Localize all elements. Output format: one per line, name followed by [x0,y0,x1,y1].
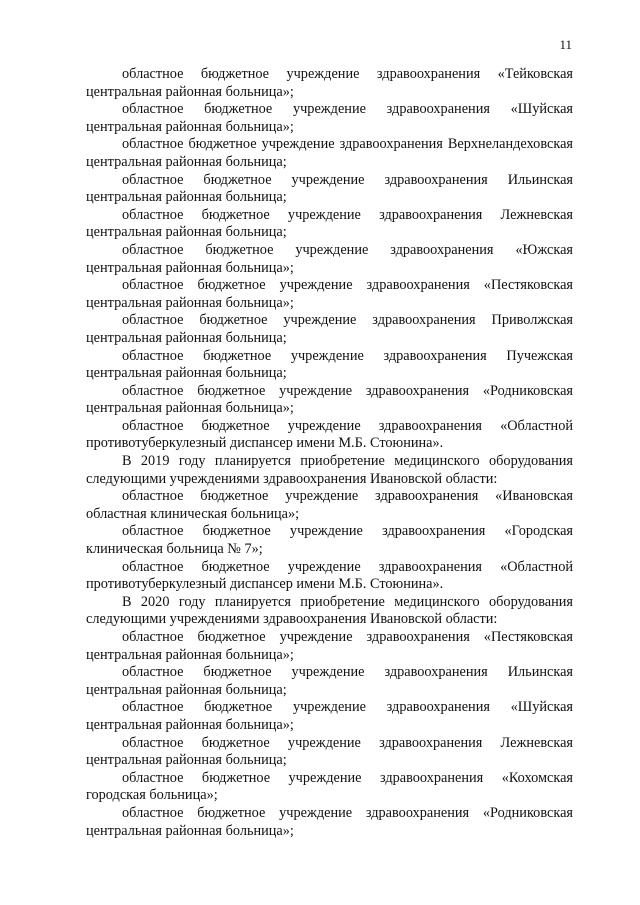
paragraph: областное бюджетное учреждение здравоохранения «Шуйская центральная районная больница»; [86,699,573,733]
paragraph: областное бюджетное учреждение здравоохранения Ильинская центральная районная больница; [86,171,573,206]
paragraph: областное бюджетное учреждение здравоохранения «Тейковская центральная районная больница»; [86,66,573,100]
paragraph: областное бюджетное учреждение здравоохранения «Областной противотуберкулезный диспансер имени М.Б. Стоюнина». [86,558,573,593]
paragraph: областное бюджетное учреждение здравоохранения «Ивановская областная клиническая больница»; [86,488,573,522]
paragraph: областное бюджетное учреждение здравоохранения «Пестяковская центральная районная больница»; [86,277,573,311]
paragraph: областное бюджетное учреждение здравоохранения «Шуйская центральная районная больница»; [86,101,573,135]
paragraph: В 2019 году планируется приобретение медицинского оборудования следующими учреждениями здравоохранения Ивановской области: [86,453,573,487]
paragraph: областное бюджетное учреждение здравоохранения Ильинская центральная районная больница; [86,664,573,698]
paragraph: областное бюджетное учреждение здравоохранения Пучежская центральная районная больница; [86,347,573,382]
paragraph: областное бюджетное учреждение здравоохранения «Южская центральная районная больница»; [86,241,573,276]
paragraph: областное бюджетное учреждение здравоохранения «Родниковская центральная районная больница»; [86,382,573,417]
paragraph: В 2020 году планируется приобретение медицинского оборудования следующими учреждениями здравоохранения Ивановской области: [86,593,573,628]
paragraph: областное бюджетное учреждение здравоохранения «Пестяковская центральная районная больница»; [86,629,573,663]
paragraph: областное бюджетное учреждение здравоохранения Лежневская центральная районная больница; [86,206,573,241]
paragraph: областное бюджетное учреждение здравоохранения «Областной противотуберкулезный диспансер имени М.Б. Стоюнина». [86,417,573,452]
paragraph: областное бюджетное учреждение здравоохранения Верхнеландеховская центральная районная больница; [86,136,573,170]
document-body [86,66,573,840]
paragraph: областное бюджетное учреждение здравоохранения Приволжская центральная районная больница; [86,312,573,346]
paragraph: областное бюджетное учреждение здравоохранения «Кохомская городская больница»; [86,769,573,804]
paragraph: областное бюджетное учреждение здравоохранения «Родниковская центральная районная больница»; [86,804,573,839]
paragraph: областное бюджетное учреждение здравоохранения «Городская клиническая больница № 7»; [86,523,573,558]
paragraph: областное бюджетное учреждение здравоохранения Лежневская центральная районная больница; [86,734,573,769]
page-number: 11 [559,37,572,52]
